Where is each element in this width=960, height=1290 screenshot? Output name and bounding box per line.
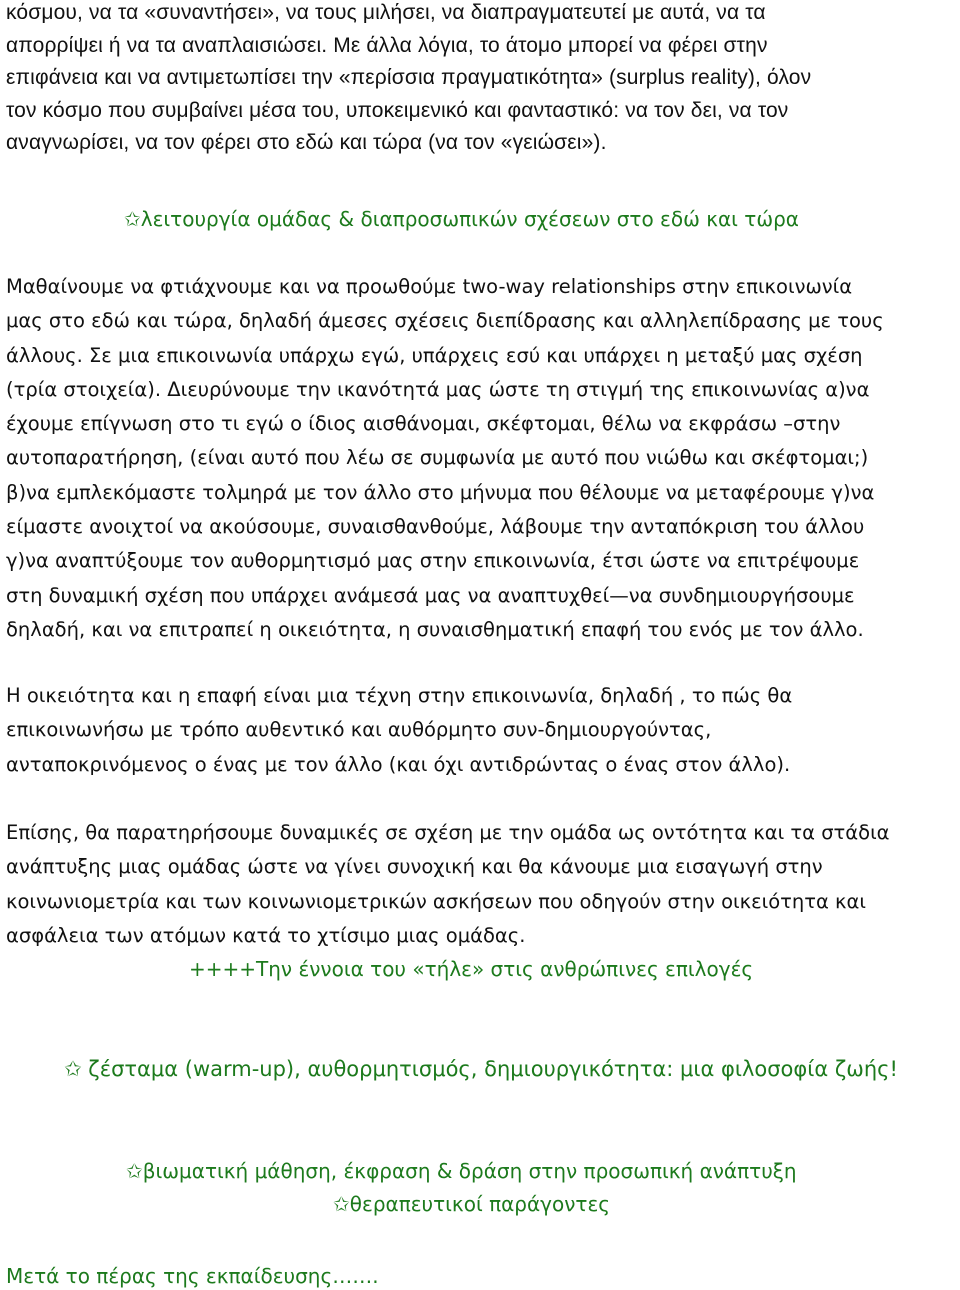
paragraph-line: επικοινωνήσω με τρόπο αυθεντικό και αυθόρμητο συν-δημιουργούντας, [6,718,712,742]
paragraph-line: είμαστε ανοιχτοί να ακούσουμε, συναισθανθούμε, λάβουμε την ανταπόκριση του άλλου [6,515,865,539]
heading-warm-up [64,1055,898,1083]
heading-text: Μετά το πέρας της εκπαίδευσης……. [6,1264,379,1288]
paragraph-line: ανταποκρινόμενος ο ένας με τον άλλο (και όχι αντιδρώντας ο ένας στον άλλο). [6,752,791,776]
paragraph-line: τον κόσμο που συμβαίνει μέσα του, υποκειμενικό και φανταστικό: να τον δει, να τον [6,98,789,122]
paragraph-group-dynamics [6,816,958,953]
paragraph-line: β)να εμπλεκόμαστε τολμηρά με τον άλλο στο μήνυμα που θέλουμε να μεταφέρουμε γ)να [6,480,875,504]
paragraph-line: αναγνωρίσει, να τον φέρει στο εδώ και τώρα (να τον «γειώσει»). [6,131,607,155]
heading-text: λειτουργία ομάδας & διαπροσωπικών σχέσεων στο εδώ και τώρα [140,207,799,231]
star-icon: ✩ [124,207,141,231]
heading-therapeutic-factors [333,1190,610,1218]
heading-text: ζέσταμα (warm-up), αυθορμητισμός, δημιουργικότητα: μια φιλοσοφία ζωής! [88,1057,898,1081]
heading-after-training [6,1262,379,1290]
paragraph-line: μας στο εδώ και τώρα, δηλαδή άμεσες σχέσεις διεπίδρασης και αλληλεπίδρασης με τους [6,309,884,333]
paragraph-line: απορρίψει ή να τα αναπλαισιώσει. Με άλλα λόγια, το άτομο μπορεί να φέρει στην [6,33,768,57]
paragraph-line: Επίσης, θα παρατηρήσουμε δυναμικές σε σχέση με την ομάδα ως οντότητα και τα στάδια [6,821,890,844]
paragraph-line: κοινωνιομετρία και των κοινωνιομετρικών ασκήσεων που οδηγούν στην οικειότητα και [6,889,866,913]
paragraph-line: άλλους. Σε μια επικοινωνία υπάρχω εγώ, υπάρχεις εσύ και υπάρχει η μεταξύ μας σχέση [6,343,863,367]
paragraph-line: δηλαδή, και να επιτραπεί η οικειότητα, η συναισθηματική επαφή του ενός με τον άλλο. [6,617,864,641]
paragraph-line: ανάπτυξης μιας ομάδας ώστε να γίνει συνοχική και θα κάνουμε μια εισαγωγή στην [6,855,823,879]
star-icon: ✩ [126,1159,143,1183]
heading-tele [189,955,753,983]
paragraph-line: Μαθαίνουμε να φτιάχνουμε και να προωθούμε two-way relationships στην επικοινωνία [6,275,853,298]
paragraph-line: έχουμε επίγνωση στο τι εγώ ο ίδιος αισθάνομαι, σκέφτομαι, θέλω να εκφράσω –στην [6,412,841,436]
paragraph-line: (τρία στοιχεία). Διευρύνουμε την ικανότητά μας ώστε τη στιγμή της επικοινωνίας α)να [6,377,870,401]
paragraph-line: κόσμου, να τα «συναντήσει», να τους μιλήσει, να διαπραγματευτεί με αυτά, να τα [6,1,766,24]
heading-text: βιωματική μάθηση, έκφραση & δράση στην προσωπική ανάπτυξη [142,1159,797,1183]
heading-text: ++++Την έννοια του «τήλε» στις ανθρώπινες επιλογές [189,957,754,981]
paragraph-two-way-relationships [6,270,958,647]
paragraph-line: γ)να αναπτύξουμε τον αυθορμητισμό μας στην επικοινωνία, έτσι ώστε να επιτρέψουμε [6,549,860,573]
heading-group-function [124,205,799,233]
star-icon: ✩ [64,1057,82,1081]
heading-text: θεραπευτικοί παράγοντες [349,1192,611,1216]
heading-experiential-learning [126,1157,797,1185]
paragraph-line: αυτοπαρατήρηση, (είναι αυτό που λέω σε συμφωνία με αυτό που νιώθω και σκέφτομαι;) [6,446,869,470]
paragraph-line: ασφάλεια των ατόμων κατά το χτίσιμο μιας ομάδας. [6,923,526,947]
paragraph-line: στη δυναμική σχέση που υπάρχει ανάμεσά μας να αναπτυχθεί—να συνδημιουργήσουμε [6,583,855,607]
paragraph-line: επιφάνεια και να αντιμετωπίσει την «περίσσια πραγματικότητα» (surplus reality), όλον [6,66,812,90]
paragraph-line: Η οικειότητα και η επαφή είναι μια τέχνη στην επικοινωνία, δηλαδή , το πώς θα [6,684,793,707]
paragraph-surplus-reality [6,0,958,160]
star-icon: ✩ [333,1192,350,1216]
paragraph-intimacy [6,679,958,782]
